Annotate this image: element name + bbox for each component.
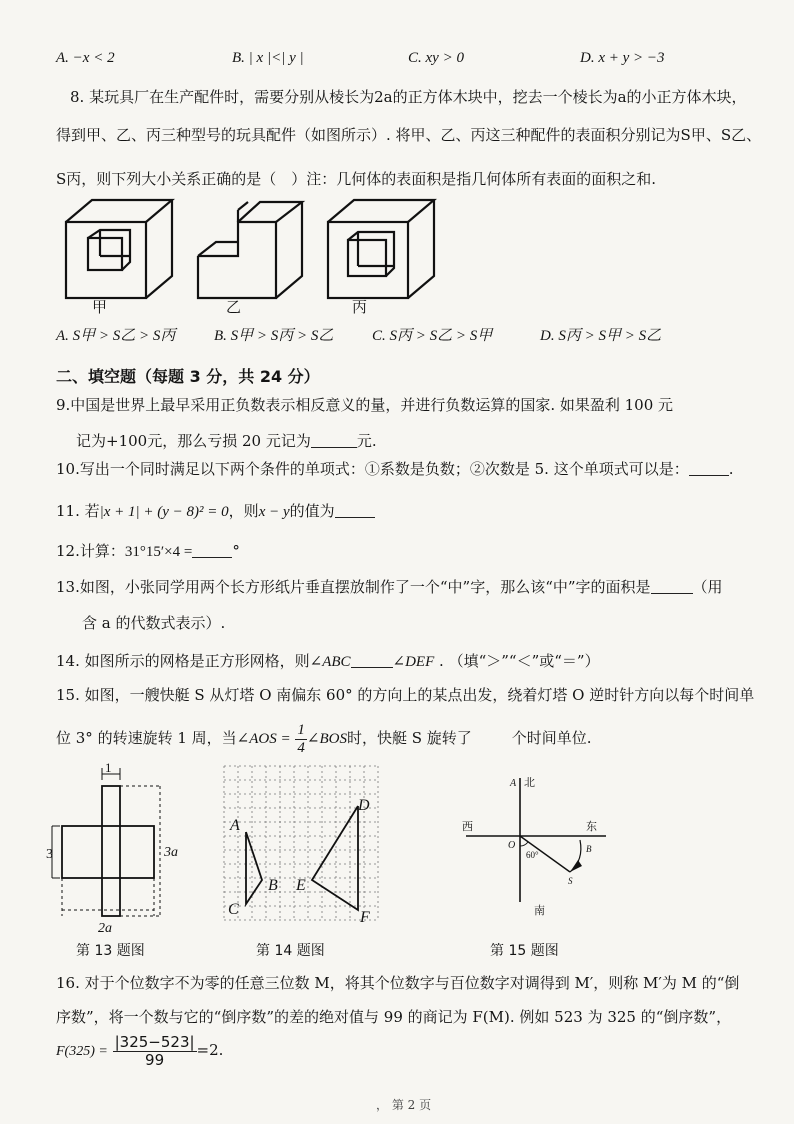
q8-option-c: C. S丙 > S乙 > S甲: [372, 328, 493, 344]
q8-line-3: S丙，则下列大小关系正确的是（ ）注：几何体的表面积是指几何体所有表面的面积之和.: [56, 170, 657, 188]
fig14-label-e: E: [296, 877, 306, 894]
q12-answer-blank[interactable]: [192, 543, 232, 558]
q16-fraction: $\frac{|325-523|}{99}$: [114, 1033, 195, 1069]
q11-line: 11. 若|x + 1| + (y − 8)² = 0，则x − y的值为: [56, 500, 375, 521]
q7-option-a: A. −x < 2: [56, 50, 115, 66]
q9-line-1: 9.中国是世界上最早采用正负数表示相反意义的量，并进行负数运算的国家. 如果盈利 100 元: [56, 396, 674, 414]
cube-bing-figure: [322, 196, 442, 300]
fig15-label-west: 西: [462, 821, 473, 833]
cube-jia-figure: [60, 196, 180, 300]
q9-line-2: 记为+100元，那么亏损 20 元记为 元.: [76, 432, 377, 450]
q10-answer-blank[interactable]: [689, 461, 729, 476]
q7-option-d: D. x + y > −3: [580, 50, 665, 66]
q13-line-1: 13.如图，小张同学用两个长方形纸片垂直摆放制作了一个“中”字，那么该“中”字的面积是 （用: [56, 578, 723, 596]
q15-answer-blank[interactable]: [472, 731, 512, 745]
fig15-label-angle: 60°: [526, 850, 539, 860]
fig13-label-bottom: 2a: [98, 921, 112, 936]
fig13-zhong-figure: [46, 760, 196, 938]
fig15-caption: 第 15 题图: [490, 943, 559, 959]
fig15-label-s: S: [568, 876, 573, 886]
q16-line-1: 16. 对于个位数字不为零的任意三位数 M，将其个位数字与百位数字对调得到 M′，则称 M′为 M 的“倒: [56, 974, 740, 992]
q15-line-1: 15. 如图，一艘快艇 S 从灯塔 O 南偏东 60° 的方向上的某点出发，绕着灯塔 O 逆时针方向以每个时间单: [56, 686, 755, 704]
page-footer: ， 第 2 页: [376, 1098, 432, 1112]
q8-line-1: 8. 某玩具厂在生产配件时，需要分别从棱长为2a的正方体木块中，挖去一个棱长为a的小正方体木块，: [70, 88, 747, 106]
fig15-compass-figure: [456, 768, 616, 938]
fig15-label-east: 东: [586, 821, 597, 833]
q14-line: 14. 如图所示的网格是正方形网格，则∠ABC ∠DEF . （填“＞”“＜”或“＝”）: [56, 652, 600, 670]
q16-line-2: 序数”，将一个数与它的“倒序数”的差的绝对值与 99 的商记为 F(M). 例如 523 为 325 的“倒序数”，: [56, 1008, 732, 1026]
section-2-title: 二、填空题（每题 3 分，共 24 分）: [56, 367, 320, 386]
q13-line-2: 含 a 的代数式表示）.: [82, 614, 226, 632]
cube-label-yi: 乙: [226, 298, 242, 316]
fig13-caption: 第 13 题图: [76, 943, 145, 959]
q8-line-2: 得到甲、乙、丙三种型号的玩具配件（如图所示）. 将甲、乙、丙这三种配件的表面积分别记为S甲、S乙、: [56, 126, 762, 144]
q15-fraction: $\frac{1}{4}$: [297, 722, 305, 756]
fig14-label-b: B: [268, 877, 278, 894]
fig15-arrow-head: [570, 860, 582, 872]
cube-label-jia: 甲: [92, 298, 108, 316]
q8-option-d: D. S丙 > S甲 > S乙: [540, 328, 662, 344]
fig14-label-d: D: [358, 797, 370, 814]
fig15-label-o: O: [508, 840, 516, 851]
fig13-label-top: 1: [105, 760, 112, 775]
q10-line: 10.写出一个同时满足以下两个条件的单项式：①系数是负数；②次数是 5. 这个单项式可以是： .: [56, 460, 734, 478]
q9-answer-blank[interactable]: [311, 433, 357, 448]
fig14-caption: 第 14 题图: [256, 943, 325, 959]
fig15-label-south: 南: [534, 905, 545, 917]
q11-answer-blank[interactable]: [335, 503, 375, 518]
fig14-label-f: F: [360, 909, 370, 926]
q13-answer-blank[interactable]: [651, 579, 693, 594]
q15-line-2: 位 3° 的转速旋转 1 周，当∠AOS = $\frac{1}{4}$ ∠BOS时，快艇 S 旋转了 个时间单位.: [56, 722, 592, 756]
q14-answer-blank[interactable]: [351, 653, 393, 668]
cube-yi-figure: [190, 196, 310, 300]
q8-option-a: A. S甲 > S乙 > S丙: [56, 328, 176, 344]
q16-formula: F(325) = $\frac{|325-523|}{99}$ =2.: [56, 1033, 224, 1069]
q7-option-b: B. | x |<| y |: [232, 50, 304, 66]
q12-line: 12.计算：31°15′×4 = °: [56, 542, 240, 560]
fig14-label-a: A: [230, 817, 240, 834]
fig13-label-left: 3: [46, 847, 53, 862]
q8-option-b: B. S甲 > S丙 > S乙: [214, 328, 334, 344]
q7-option-c: C. xy > 0: [408, 50, 464, 66]
fig15-label-b: B: [586, 844, 592, 854]
fig13-label-right: 3a: [164, 845, 178, 860]
fig15-label-a: A: [510, 778, 517, 789]
fig15-label-north: 北: [524, 777, 535, 789]
fig14-grid-figure: [216, 762, 386, 932]
fig14-label-c: C: [228, 901, 239, 918]
cube-label-bing: 丙: [352, 298, 368, 316]
